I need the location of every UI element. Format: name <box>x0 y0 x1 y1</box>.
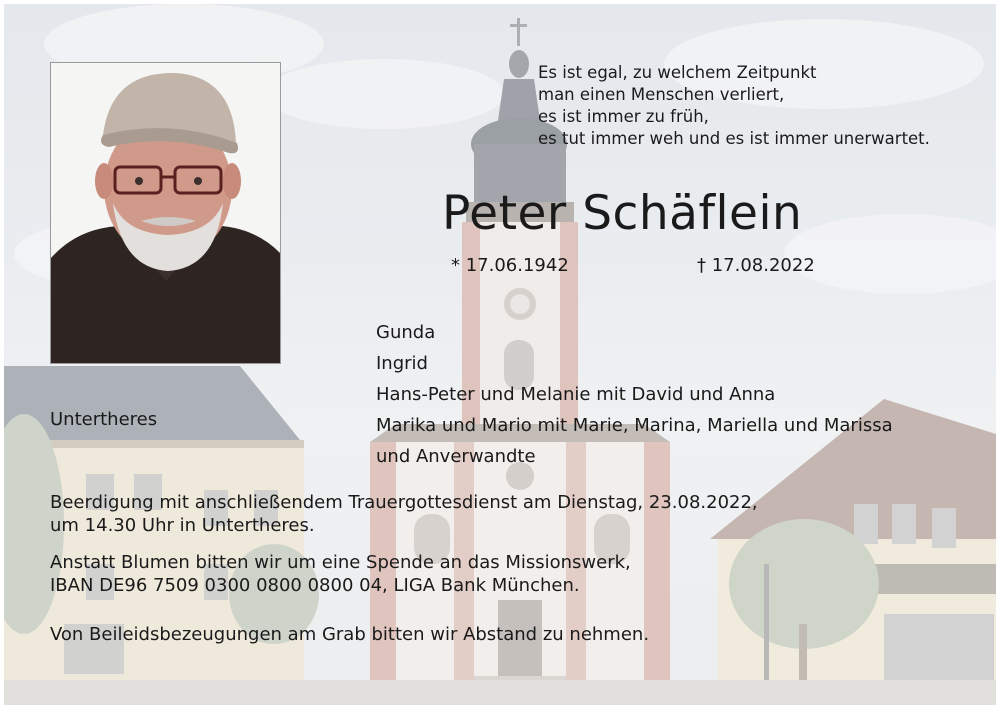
mourners-list <box>376 317 893 472</box>
notice-line: IBAN DE96 7509 0300 0800 0800 04, LIGA Bank München. <box>50 575 580 596</box>
place-name: Untertheres <box>50 409 158 430</box>
birth-date: * 17.06.1942 <box>451 255 569 276</box>
mourner-line: und Anverwandte <box>376 446 536 467</box>
mourner-line: Gunda <box>376 322 436 343</box>
notice-line: Anstatt Blumen bitten wir um eine Spende an das Missionswerk, <box>50 552 631 573</box>
funeral-notice <box>50 491 758 537</box>
condolence-notice <box>50 623 649 646</box>
notice-line: Beerdigung mit anschließendem Trauergottesdienst am Dienstag, 23.08.2022, <box>50 492 758 513</box>
poem-line: es ist immer zu früh, <box>538 107 709 126</box>
deceased-name: Peter Schäflein <box>442 186 803 241</box>
poem-line: es tut immer weh und es ist immer unerwartet. <box>538 129 930 148</box>
mourner-line: Hans-Peter und Melanie mit David und Anna <box>376 384 776 405</box>
mourner-line: Marika und Mario mit Marie, Marina, Mariella und Marissa <box>376 415 893 436</box>
donation-notice <box>50 551 631 597</box>
notice-line: um 14.30 Uhr in Untertheres. <box>50 515 315 536</box>
poem-line: Es ist egal, zu welchem Zeitpunkt <box>538 63 817 82</box>
portrait-photo <box>50 62 281 364</box>
mourner-line: Ingrid <box>376 353 428 374</box>
notice-line: Von Beileidsbezeugungen am Grab bitten wir Abstand zu nehmen. <box>50 624 650 645</box>
poem-line: man einen Menschen verliert, <box>538 85 785 104</box>
death-date: † 17.08.2022 <box>697 255 815 276</box>
obituary-card <box>4 4 996 705</box>
poem <box>538 62 930 150</box>
